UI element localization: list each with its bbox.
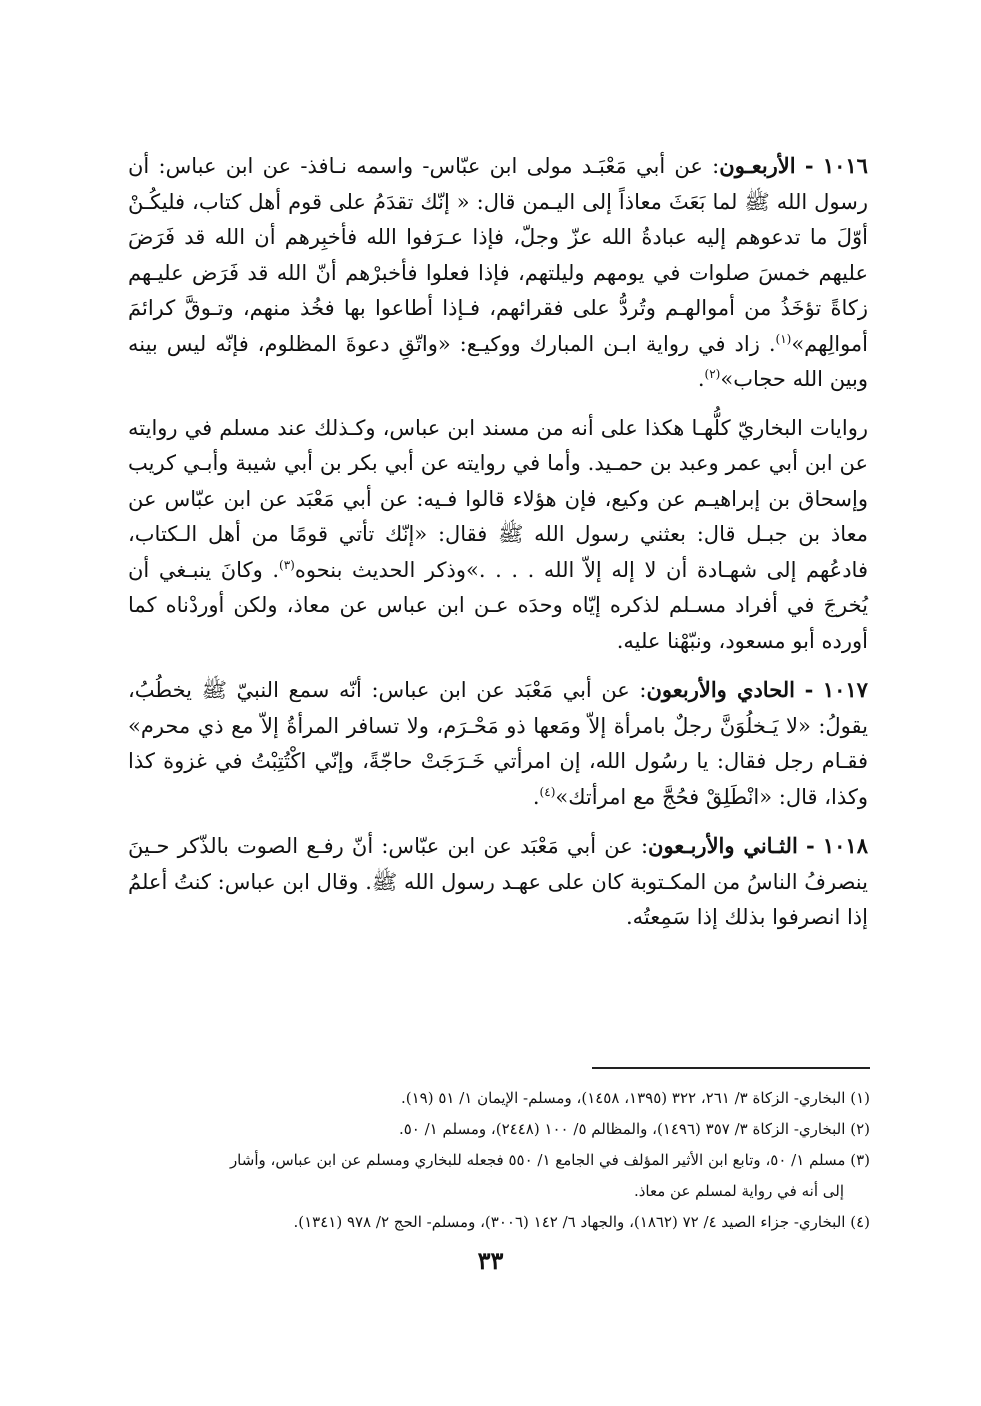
entry-text-end: . [532,784,540,809]
entry-dash: - [804,153,814,178]
main-text [128,148,868,949]
entry-text-end: . [697,367,705,391]
footnote-mark: (١) [850,1089,870,1107]
entry-text: عن أبي مَعْبَد عن ابن عبّاس: أنّ رفـع الصوت بالذّكر حـينَ ينصرفُ الناسُ من المكـتوبة كان على عهـد رسول الله ﷺ. وقال ابن عباس: كنتُ أعلمُ إذا انصرفوا بذلك إذا سَمِعتُه. [128,834,868,929]
footnote-ref: (١) [775,331,792,346]
footnote-mark: (٣) [850,1151,870,1169]
entry-dash: - [804,677,814,702]
entry-1018: ١٠١٨ - الثـاني والأربـعون: عن أبي مَعْبَد عن ابن عبّاس: أنّ رفـع الصوت بالذّكر حـينَ ينصرفُ الناسُ من المكـتوبة كان على عهـد رسول الله ﷺ. وقال ابن عباس: كنتُ أعلمُ إذا انصرفوا بذلك إذا سَمِعتُه. [128,833,868,929]
footnote-2 [128,1114,870,1145]
footnote-divider [592,1067,870,1069]
page-number: ٣٣ [477,1246,504,1275]
entry-1016: ١٠١٦ - الأربعـون: عن أبي مَعْبَـد مولى ابن عبّاس- واسمه نـافذ- عن ابن عباس: أن رسول الله ﷺ لما بَعَثَ معاذاً إلى اليـمن قال: « إنّك تقدَمُ على قوم أهل كتاب، فليكُـنْ أوّلَ ما تدعوهم إليه عبادةُ الله عزّ وجلّ، فإذا عـرَفوا الله فأخبِرهم أن الله قد فَرَضَ عليهم خمسَ صلوات في يومهم وليلتهم، فإذا فعلوا فأخبرْهم أنّ الله قد فَرَض عليـهم زكاةً تؤخَذُ من أموالهـم وتُردُّ على فقرائهم، فـإذا أطاعوا بها فخُذ منهم، وتـوقَّ كرائمَ أموالِهم»$^{(١)}$. زاد في رواية ابـن المبارك ووكيـع: «واتّقِ دعوةَ المظلوم، فإنّه ليس بينه وبين الله حجاب»$^{(٢)}$. [128,153,868,391]
entry-dash: - [805,833,815,858]
footnote-continuation: إلى أنه في رواية لمسلم عن معاذ. [633,1182,844,1200]
footnote-1 [128,1083,870,1114]
entry-heading: الثـاني والأربـعون [648,833,798,858]
footnote-ref: (٣) [279,557,295,572]
entry-heading: الأربعـون [719,153,796,178]
footnotes [128,1083,870,1238]
footnote-4 [128,1207,870,1238]
footnote-mark: (٢) [850,1120,870,1138]
commentary-text: روايات البخاريّ كلُّهـا هكذا على أنه من مسند ابن عباس، وكـذلك عند مسلم في روايته عن ابن أبي عمر وعبد بن حمـيد. وأما في روايته عن أبي بكر بن أبي شيبة وأبـي كريب وإسحاق بن إبراهيـم عن وكيع، فإن هؤلاء قالوا فـيه: عن أبي مَعْبَد عن ابن عبّاس عن معاذ بن جبـل قال: بعثني رسول الله ﷺ فقال: «إنّك تأتي قومًا من أهل الـكتاب، فادعُهم إلى شهـادة أن لا إله إلاّ الله . . . .»وذكر الحديث بنحوه [128,415,868,582]
footnote-3 [128,1145,870,1207]
footnote-ref: (٤) [539,784,556,799]
footnote-text: البخاري- الزكاة ٣/ ٢٦١، ٣٢٢ (١٣٩٥، ١٤٥٨)، ومسلم- الإيمان ١/ ٥١ (١٩). [400,1089,846,1107]
entry-text: عن أبي مَعْبَد عن ابن عباس: أنّه سمع النبيّ ﷺ يخطُبُ، يقولُ: «لا يَـخلُوَنَّ رجلٌ بامرأة إلاّ ومَعها ذو مَحْـرَم، ولا تسافر المرأةُ إلاّ مع ذي محرم» فقـام رجل فقال: يا رسُول الله، إن امرأتي خَـرَجَتْ حاجّةً، وإنّي اكْتُتِبْتُ في غزوة كذا وكذا، قال: «انْطَلِقْ فحُجَّ مع امرأتك» [128,678,868,809]
entry-text: عن أبي مَعْبَـد مولى ابن عبّاس- واسمه نـافذ- عن ابن عباس: أن رسول الله ﷺ لما بَعَثَ معاذاً إلى اليـمن قال: « إنّك تقدَمُ على قوم أهل كتاب، فليكُـنْ أوّلَ ما تدعوهم إليه عبادةُ الله عزّ وجلّ، فإذا عـرَفوا الله فأخبِرهم أن الله قد فَرَضَ عليهم خمسَ صلوات في يومهم وليلتهم، فإذا فعلوا فأخبرْهم أنّ الله قد فَرَض عليـهم زكاةً تؤخَذُ من أموالهـم وتُردُّ على فقرائهم، فـإذا أطاعوا بها فخُذ منهم، وتـوقَّ كرائمَ أموالِهم» [128,154,868,356]
commentary-paragraph [128,411,868,660]
footnote-mark: (٤) [850,1213,870,1231]
entry-number: ١٠١٧ [822,677,868,702]
footnote-text: البخاري- جزاء الصيد ٤/ ٧٢ (١٨٦٢)، والجهاد ٦/ ١٤٢ (٣٠٠٦)، ومسلم- الحج ٢/ ٩٧٨ (١٣٤١). [293,1213,846,1231]
footnote-text: البخاري- الزكاة ٣/ ٣٥٧ (١٤٩٦)، والمظالم ٥/ ١٠٠ (٢٤٤٨)، ومسلم ١/ ٥٠. [398,1120,846,1138]
entry-text-continued: . زاد في رواية ابـن المبارك ووكيـع: «واتّقِ دعوةَ المظلوم، فإنّه ليس بينه وبين الله حجاب» [128,331,868,391]
entry-1017: ١٠١٧ - الحادي والأربعون: عن أبي مَعْبَد عن ابن عباس: أنّه سمع النبيّ ﷺ يخطُبُ، يقولُ: «لا يَـخلُوَنَّ رجلٌ بامرأة إلاّ ومَعها ذو مَحْـرَم، ولا تسافر المرأةُ إلاّ مع ذي محرم» فقـام رجل فقال: يا رسُول الله، إن امرأتي خَـرَجَتْ حاجّةً، وإنّي اكْتُتِبْتُ في غزوة كذا وكذا، قال: «انْطَلِقْ فحُجَّ مع امرأتك»$^{(٤)}$. [128,677,868,809]
footnote-text: مسلم ١/ ٥٠، وتابع ابن الأثير المؤلف في الجامع ١/ ٥٥٠ فجعله للبخاري ومسلم عن ابن عباس، وأشار [229,1151,846,1169]
entry-number: ١٠١٦ [822,153,868,178]
commentary-text-continued: . وكانَ ينبـغي أن يُخرجَ في أفراد مسـلم لذكره إيّاه وحدَه عـن ابن عباس عن معاذ، ولكن أوردْناه كما أورده أبو مسعود، ونبّهْنا عليه. [128,557,868,653]
entry-number: ١٠١٨ [822,833,868,858]
entry-heading: الحادي والأربعون [646,677,795,702]
footnote-ref: (٢) [704,367,721,381]
